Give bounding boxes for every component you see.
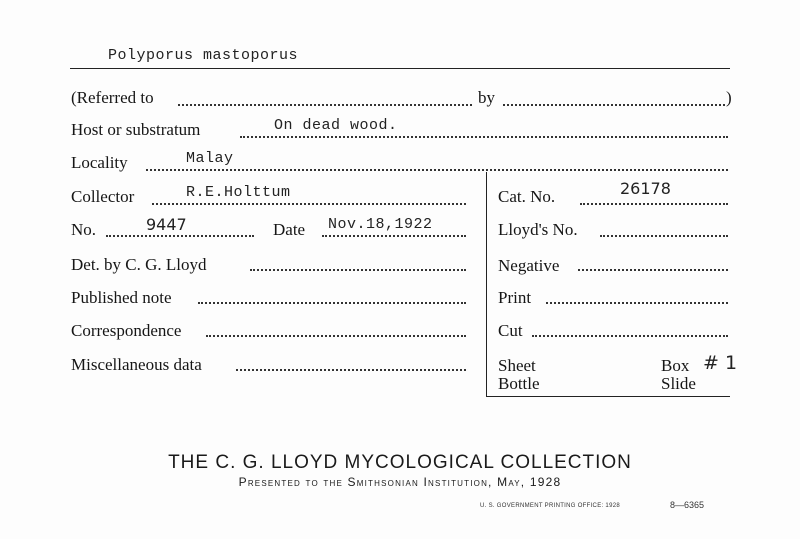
cut-label: Cut [498,321,523,340]
collector-field [152,203,466,205]
host-field [240,136,728,138]
slide-label: Slide [661,374,696,393]
collection-subtitle: Presented to the Smithsonian Institution, May, 1928 [238,475,562,489]
lloyds-no-label: Lloyd's No. [498,220,578,239]
box-left-border [486,172,487,396]
collection-title: THE C. G. LLOYD MYCOLOGICAL COLLECTION [168,452,632,473]
no-value: 9447 [146,215,187,234]
by-label: by [478,88,495,107]
correspondence-label: Correspondence [71,321,182,340]
locality-value: Malay [186,150,234,167]
host-value: On dead wood. [274,117,398,134]
print-label: Print [498,288,532,307]
misc-data-label: Miscellaneous data [71,355,202,374]
species-name: Polyporus mastoporus [108,47,299,64]
cat-no-value: 26178 [620,179,671,198]
cut-field [532,335,728,337]
negative-label: Negative [498,256,560,275]
det-by-label: Det. by C. G. Lloyd [71,255,207,274]
date-field [322,235,466,237]
cat-no-field [580,203,728,205]
date-value: Nov.18,1922 [328,216,433,233]
print-field [546,302,728,304]
misc-data-field [236,369,466,371]
bottle-label: Bottle [498,374,540,393]
negative-field [578,269,728,271]
det-by-field [250,269,466,271]
species-rule [70,68,730,69]
sheet-label: Sheet [498,356,536,375]
box-label: Box [661,356,690,375]
published-note-field [198,302,466,304]
correspondence-field [206,335,466,337]
referred-to-label: (Referred to [71,88,154,107]
printer-imprint: U. S. GOVERNMENT PRINTING OFFICE: 1928 [480,503,620,509]
no-field [106,235,254,237]
host-label: Host or substratum [71,120,201,139]
print-code: 8—6365 [670,500,705,510]
by-field [503,104,725,106]
locality-field [146,169,728,171]
close-paren: ) [726,88,732,107]
published-note-label: Published note [71,288,172,307]
no-label: No. [71,220,97,239]
lloyds-no-field [600,235,728,237]
date-label: Date [273,220,306,239]
box-value: # 1 [703,352,738,374]
cat-no-label: Cat. No. [498,187,556,206]
box-bottom-border [486,396,730,397]
locality-label: Locality [71,153,128,172]
collector-value: R.E.Holttum [186,184,291,201]
collector-label: Collector [71,187,135,206]
referred-to-field [178,104,472,106]
